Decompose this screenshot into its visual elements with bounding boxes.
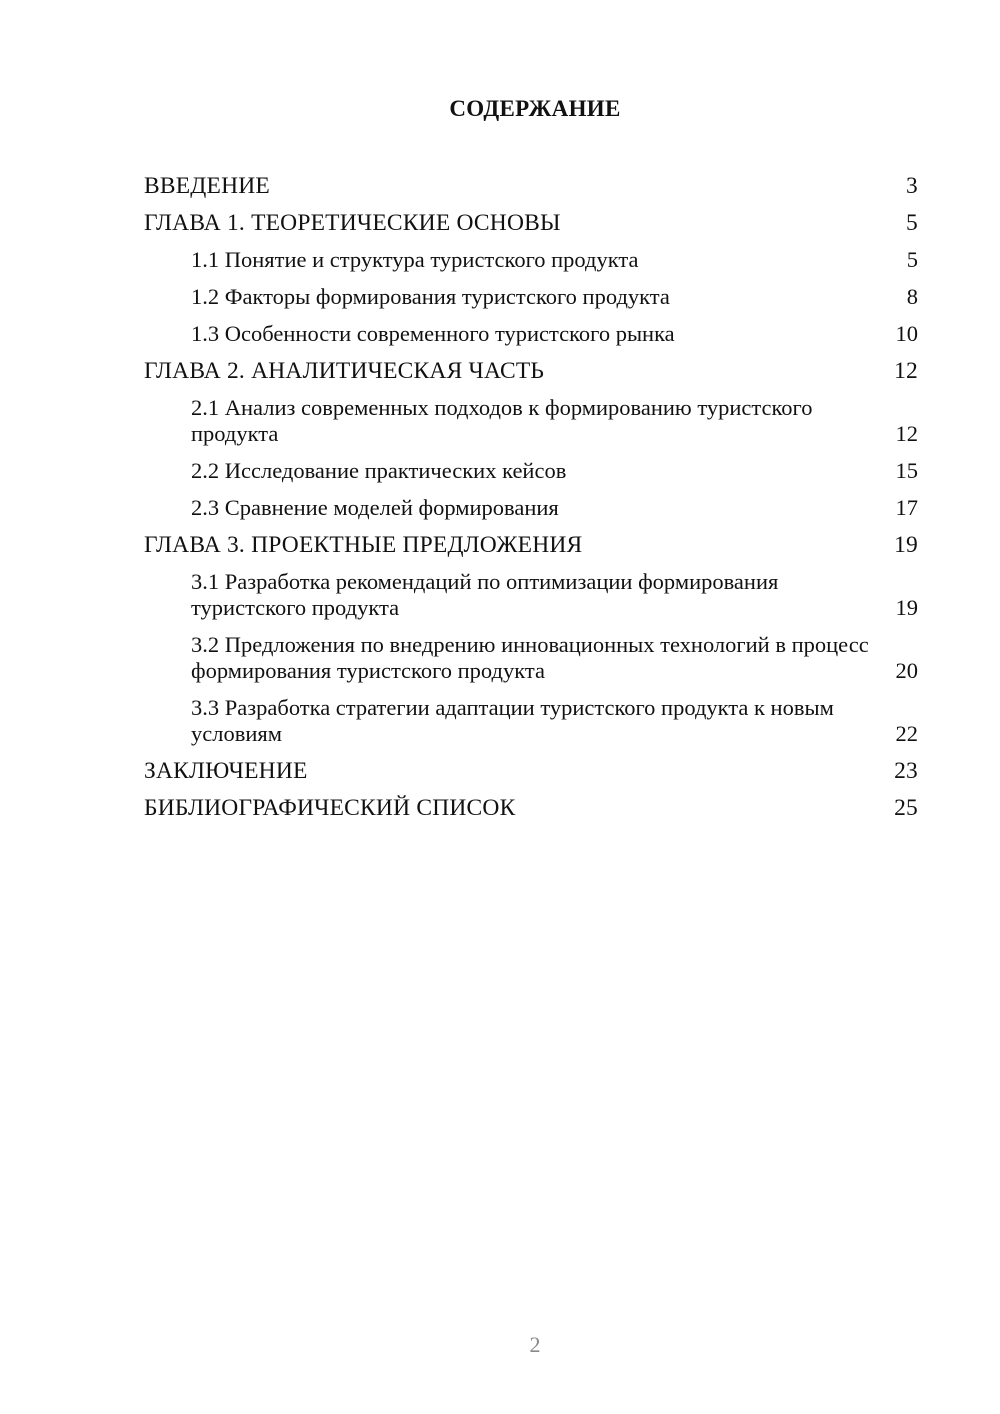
toc-entry-section-3-2[interactable] xyxy=(144,627,920,690)
toc-entry-text: 3.3 Разработка стратегии адаптации туристского продукта к новым условиям xyxy=(191,695,834,746)
toc-entry-page: 15 xyxy=(895,458,918,483)
page-number: 2 xyxy=(529,1332,541,1357)
toc-title: СОДЕРЖАНИЕ xyxy=(449,96,621,121)
toc-entry-chapter-3[interactable] xyxy=(144,527,920,564)
toc-entry-introduction[interactable] xyxy=(144,168,920,205)
toc-entry-chapter-2[interactable] xyxy=(144,353,920,390)
toc-entry-section-3-3[interactable] xyxy=(144,690,920,753)
toc-entry-conclusion[interactable] xyxy=(144,753,920,790)
toc-entry-page: 10 xyxy=(895,321,918,346)
toc-entry-section-1-3[interactable] xyxy=(144,316,920,353)
toc-entry-section-1-2[interactable] xyxy=(144,279,920,316)
toc-entry-section-2-2[interactable] xyxy=(144,453,920,490)
toc-entry-text: ГЛАВА 2. АНАЛИТИЧЕСКАЯ ЧАСТЬ xyxy=(144,358,545,384)
toc-entry-text: 2.2 Исследование практических кейсов xyxy=(191,458,567,483)
toc-entry-page: 25 xyxy=(894,795,918,821)
toc-entry-text: 2.3 Сравнение моделей формирования xyxy=(191,495,559,520)
toc-entry-page: 19 xyxy=(895,595,918,620)
toc-entry-page: 20 xyxy=(895,658,918,683)
toc-entry-page: 12 xyxy=(894,358,918,384)
toc-entry-section-3-1[interactable] xyxy=(144,564,920,627)
toc-entry-section-2-3[interactable] xyxy=(144,490,920,527)
toc-entry-text: БИБЛИОГРАФИЧЕСКИЙ СПИСОК xyxy=(144,795,516,821)
toc-entry-page: 17 xyxy=(895,495,918,520)
toc-entry-page: 5 xyxy=(906,210,918,236)
toc-entry-bibliography[interactable] xyxy=(144,790,920,827)
toc-entry-text: ВВЕДЕНИЕ xyxy=(144,173,270,199)
toc-entry-text: ЗАКЛЮЧЕНИЕ xyxy=(144,758,308,784)
toc-entry-text: ГЛАВА 3. ПРОЕКТНЫЕ ПРЕДЛОЖЕНИЯ xyxy=(144,532,583,558)
toc-entry-page: 12 xyxy=(895,421,918,446)
toc-entry-page: 19 xyxy=(894,532,918,558)
toc-entry-page: 5 xyxy=(906,247,918,272)
toc-entry-text: 1.3 Особенности современного туристского рынка xyxy=(191,321,675,346)
toc-entry-page: 22 xyxy=(895,721,918,746)
toc-entry-page: 8 xyxy=(906,284,918,309)
toc-entry-text: ГЛАВА 1. ТЕОРЕТИЧЕСКИЕ ОСНОВЫ xyxy=(144,210,561,236)
toc-entry-text: 1.2 Факторы формирования туристского продукта xyxy=(191,284,670,309)
toc-entry-text: 1.1 Понятие и структура туристского продукта xyxy=(191,247,639,272)
table-of-contents xyxy=(144,168,920,827)
toc-entry-section-1-1[interactable] xyxy=(144,242,920,279)
toc-entry-text: 3.1 Разработка рекомендаций по оптимизации формирования туристского продукта xyxy=(191,569,779,620)
toc-entry-text: 3.2 Предложения по внедрению инновационных технологий в процесс формирования туристского продукта xyxy=(191,632,869,683)
toc-entry-page: 3 xyxy=(906,173,918,199)
toc-entry-text: 2.1 Анализ современных подходов к формированию туристского продукта xyxy=(191,395,813,446)
toc-entry-section-2-1[interactable] xyxy=(144,390,920,453)
toc-entry-chapter-1[interactable] xyxy=(144,205,920,242)
toc-entry-page: 23 xyxy=(894,758,918,784)
